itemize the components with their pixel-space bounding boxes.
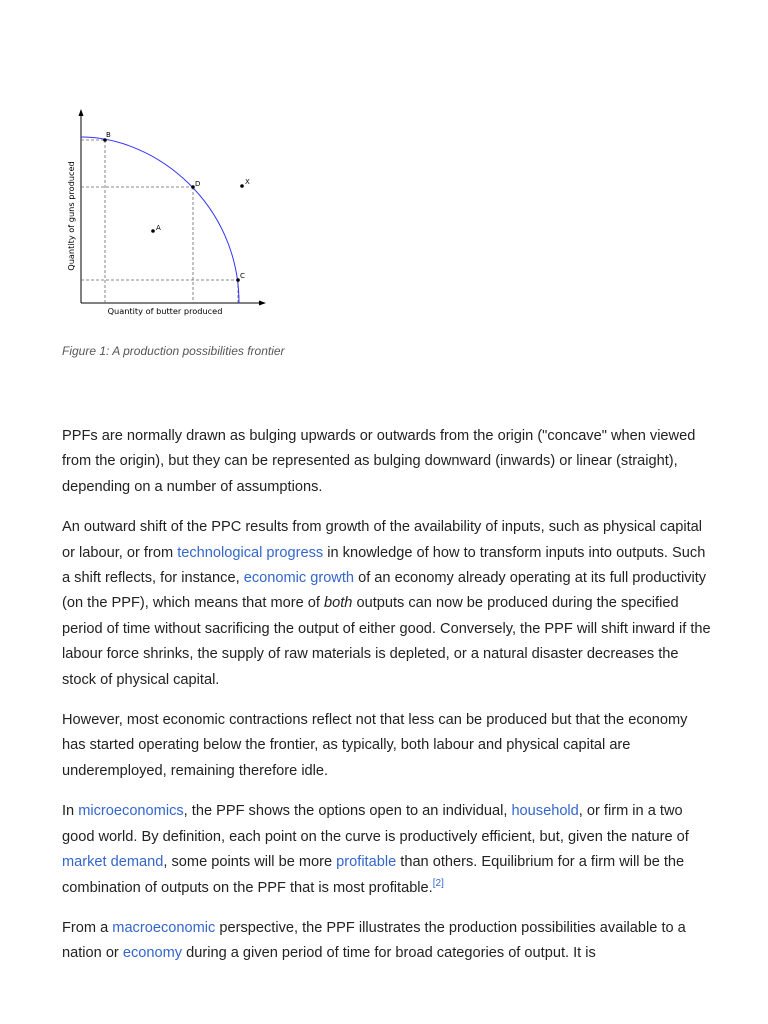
text-span: In	[62, 803, 79, 820]
point-d-label: D	[195, 180, 201, 188]
point-c-label: C	[240, 272, 245, 280]
text-span: outputs can now be produced during the specified period of time without sacrificing the output of either good. Conversely, the PPF will shift inward if the labour force shrinks, the supply of raw materials is depleted, or a natural disaster decreases the stock of physical capital.	[62, 595, 711, 688]
text-span: than others. Equilibrium for a firm will be the combination of outputs on the PPF that is most profitable.	[62, 854, 685, 896]
link-microeconomics[interactable]: microeconomics	[78, 803, 184, 820]
link-economy[interactable]: economy	[122, 945, 183, 962]
link-technological-progress[interactable]: technological progress	[177, 544, 324, 561]
article-body	[62, 424, 712, 982]
link-economic-growth[interactable]: economic growth	[243, 570, 355, 587]
point-a-label: A	[156, 224, 161, 232]
ppf-figure	[62, 100, 282, 325]
link-profitable[interactable]: profitable	[336, 854, 397, 871]
text-span: , the PPF shows the options open to an individual,	[183, 803, 512, 820]
text-span: during a given period of time for broad categories of output. It is	[182, 945, 596, 962]
link-market-demand[interactable]: market demand	[62, 854, 164, 871]
reference-link-2[interactable]: [2]	[432, 877, 444, 889]
emphasis-both: both	[324, 595, 353, 612]
x-axis-arrow	[259, 301, 266, 306]
paragraph-5	[62, 916, 712, 967]
text-span: perspective, the PPF illustrates the production possibilities available to a nation or	[62, 919, 686, 962]
text-span: An outward shift of the PPC results from growth of the availability of inputs, such as physical capital or labour, or from	[62, 519, 703, 561]
y-axis-label: Quantity of guns produced	[66, 161, 76, 271]
paragraph-3: However, most economic contractions reflect not that less can be produced but that the economy has started operating below the frontier, as typically, both labour and physical capital are underemployed, remaining therefore idle.	[62, 712, 688, 779]
paragraph-2	[62, 515, 712, 693]
text-span: in knowledge of how to transform inputs into outputs. Such a shift reflects, for instance,	[62, 544, 706, 587]
paragraph-1: PPFs are normally drawn as bulging upwards or outwards from the origin ("concave" when viewed from the origin), but they can be represented as bulging downward (inwards) or linear (straight), depending on a number of assumptions.	[62, 428, 696, 495]
link-household[interactable]: household	[511, 803, 579, 820]
text-span: , or firm in a two good world. By definition, each point on the curve is productively efficient, but, given the nature of	[62, 803, 689, 845]
text-span: From a	[62, 919, 113, 936]
y-axis-arrow	[79, 109, 84, 116]
text-span: of an economy already operating at its full productivity (on the PPF), which means that more of	[62, 570, 707, 612]
link-macroeconomic[interactable]: macroeconomic	[112, 919, 216, 936]
x-axis-label: Quantity of butter produced	[107, 306, 223, 316]
paragraph-4	[62, 799, 712, 901]
ppf-diagram	[62, 100, 282, 325]
point-a	[151, 229, 155, 233]
point-b-label: B	[106, 131, 111, 139]
point-x	[240, 184, 244, 188]
point-x-label: X	[245, 178, 250, 186]
text-span: , some points will be more	[163, 854, 337, 871]
figure-caption: Figure 1: A production possibilities frontier	[62, 344, 285, 358]
reference-sup	[433, 878, 444, 889]
